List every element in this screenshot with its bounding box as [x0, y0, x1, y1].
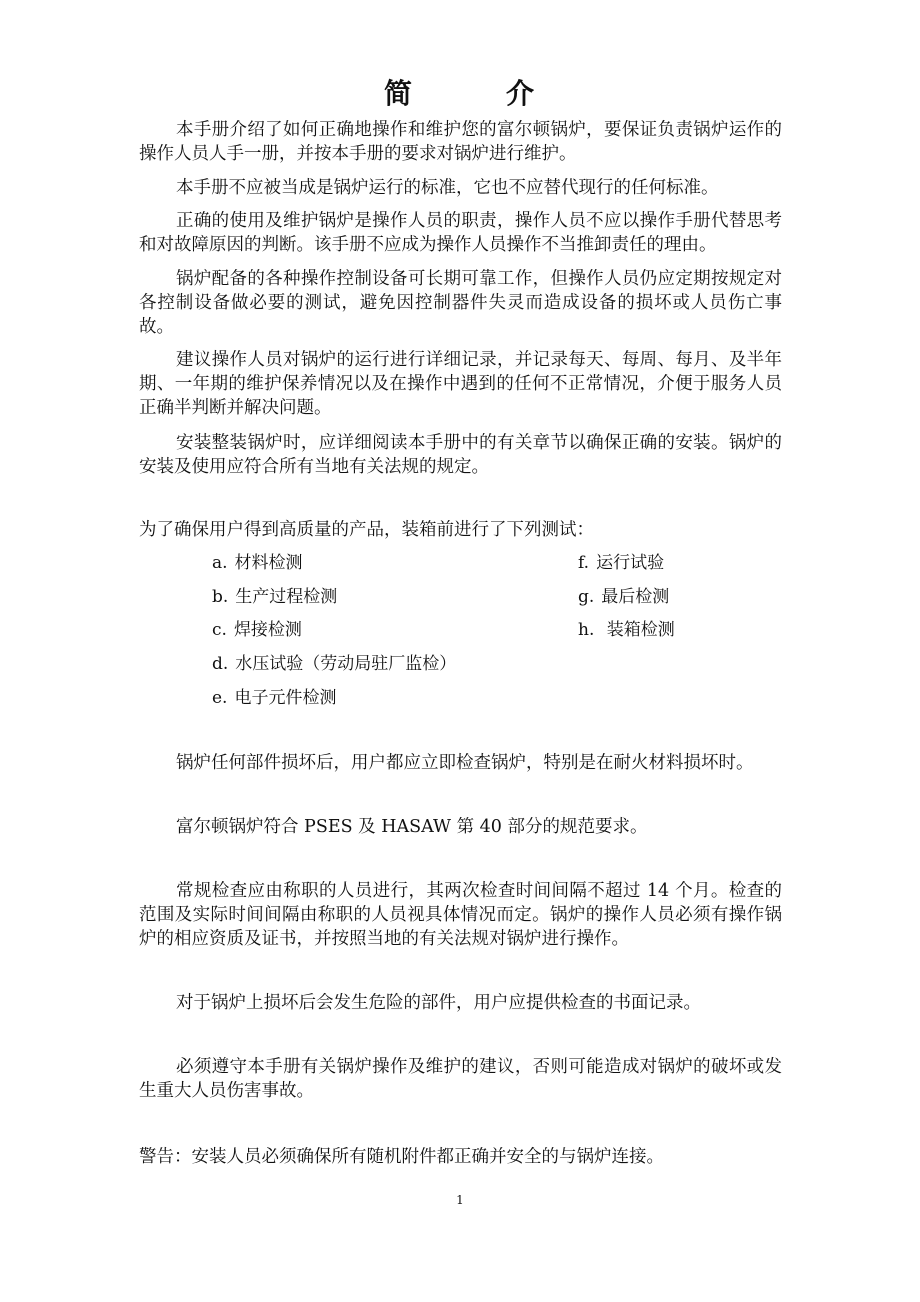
inspection-note: 常规检查应由称职的人员进行，其两次检查时间间隔不超过 14 个月。检查的范围及实际时间间隔由称职的人员视具体情况而定。锅炉的操作人员必须有操作锅炉的相应资质及证书，并按照当地的有关法规对锅炉进行操作。 [139, 881, 782, 949]
intro-paragraph-3: 正确的使用及维护锅炉是操作人员的职责，操作人员不应以操作手册代替思考和对故障原因的判断。该手册不应成为操作人员操作不当推卸责任的理由。 [139, 211, 782, 255]
warning-note: 警告：安装人员必须确保所有随机附件都正确并安全的与锅炉连接。 [139, 1147, 664, 1167]
test-item-h [578, 618, 675, 642]
intro-paragraph-1: 本手册介绍了如何正确地操作和维护您的富尔顿锅炉，要保证负责锅炉运作的操作人员人手一册，并按本手册的要求对锅炉进行维护。 [139, 120, 782, 164]
test-item-marker: a. [212, 553, 228, 573]
test-item-text: 焊接检测 [233, 620, 302, 640]
test-item-marker: d. [212, 654, 229, 674]
test-item-text: 最后检测 [601, 587, 670, 607]
test-item-d [212, 652, 456, 676]
records-note: 对于锅炉上损坏后会发生危险的部件，用户应提供检查的书面记录。 [176, 993, 701, 1013]
test-item-marker: b. [212, 587, 229, 607]
test-item-marker: h. [578, 620, 595, 640]
test-item-text: 运行试验 [596, 553, 665, 573]
page-number: 1 [456, 1193, 464, 1207]
test-item-a [212, 551, 303, 575]
test-item-marker: f. [578, 553, 590, 573]
test-item-e [212, 686, 336, 710]
test-item-text: 材料检测 [234, 553, 303, 573]
intro-paragraph-2: 本手册不应被当成是锅炉运行的标准，它也不应替代现行的任何标准。 [176, 178, 719, 198]
test-item-marker: e. [212, 688, 228, 708]
must-follow-note: 必须遵守本手册有关锅炉操作及维护的建议，否则可能造成对锅炉的破坏或发生重大人员伤害事故。 [139, 1057, 782, 1101]
intro-paragraph-6: 安装整装锅炉时，应详细阅读本手册中的有关章节以确保正确的安装。锅炉的安装及使用应符合所有当地有关法规的规定。 [139, 433, 782, 477]
damage-check-note: 锅炉任何部件损坏后，用户都应立即检查锅炉，特别是在耐火材料损坏时。 [176, 753, 754, 773]
test-item-text: 水压试验（劳动局驻厂监检） [235, 654, 457, 674]
compliance-note: 富尔顿锅炉符合 PSES 及 HASAW 第 40 部分的规范要求。 [176, 817, 648, 837]
test-item-f [578, 551, 664, 575]
test-item-text: 装箱检测 [601, 620, 675, 640]
intro-paragraph-5: 建议操作人员对锅炉的运行进行详细记录，并记录每天、每周、每月、及半年期、一年期的维护保养情况以及在操作中遇到的任何不正常情况，介便于服务人员正确半判断并解决问题。 [139, 350, 782, 418]
title-char-left: 简 [383, 77, 414, 110]
test-item-marker: g. [578, 587, 595, 607]
test-item-text: 电子元件检测 [234, 688, 337, 708]
test-item-marker: c. [212, 620, 227, 640]
title-char-right: 介 [506, 77, 537, 110]
test-item-g [578, 585, 669, 609]
intro-paragraph-4: 锅炉配备的各种操作控制设备可长期可靠工作，但操作人员仍应定期按规定对各控制设备做必要的测试，避免因控制器件失灵而造成设备的损坏或人员伤亡事故。 [139, 269, 782, 337]
test-item-c [212, 618, 302, 642]
page-title [0, 72, 920, 112]
test-item-text: 生产过程检测 [235, 587, 338, 607]
test-item-b [212, 585, 337, 609]
tests-lead: 为了确保用户得到高质量的产品，装箱前进行了下列测试： [139, 520, 594, 540]
